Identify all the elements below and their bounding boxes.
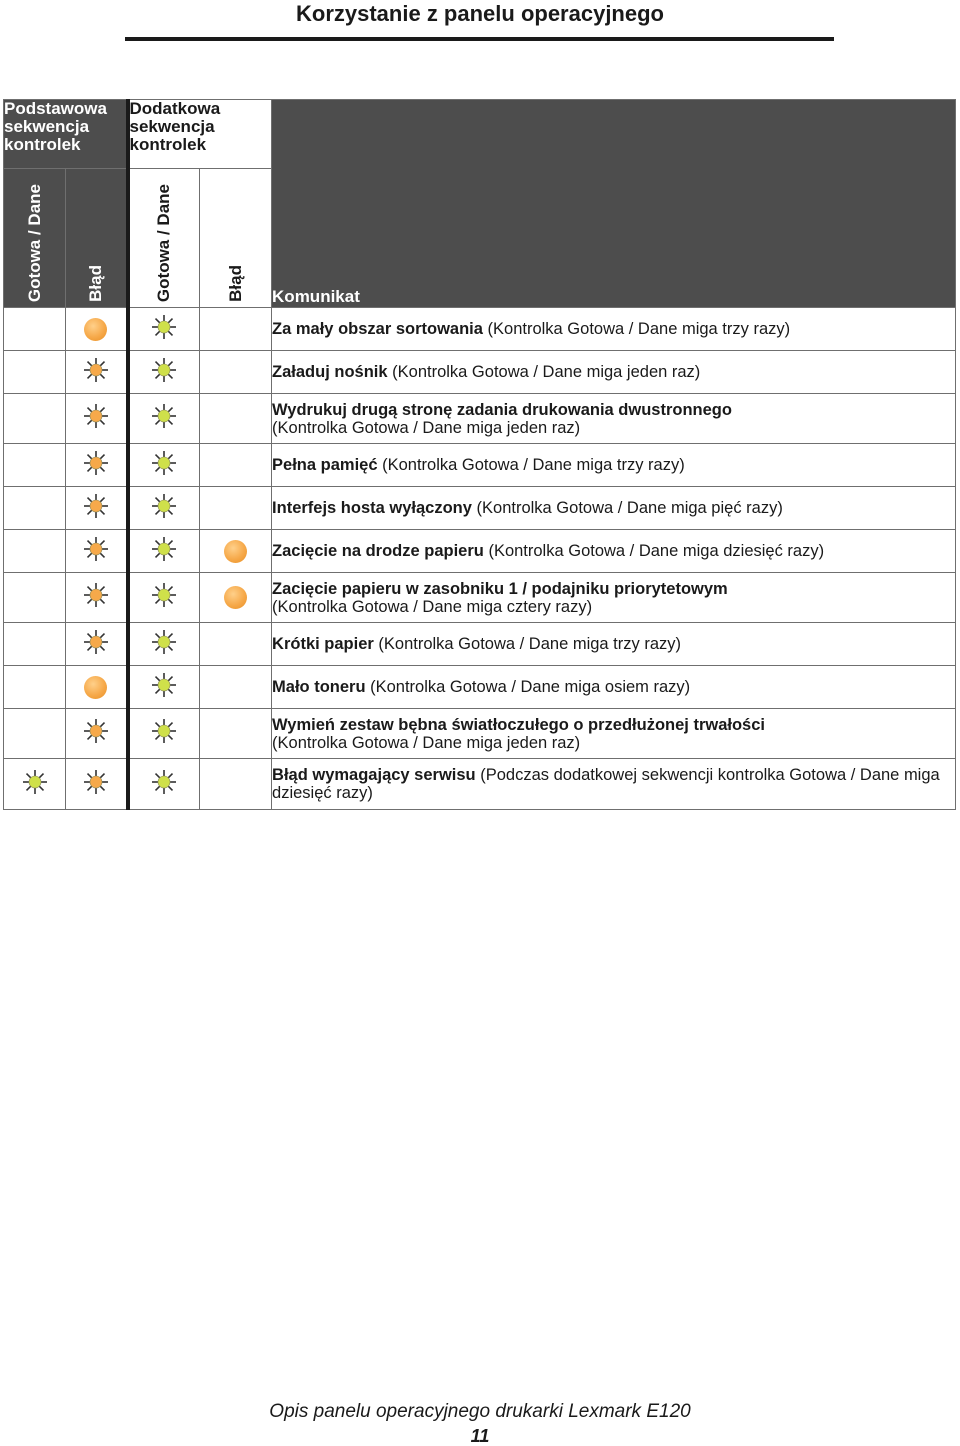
led-cell: [200, 759, 272, 810]
blinking-green-light-icon: [151, 403, 177, 434]
footer-document-title: Opis panelu operacyjnego drukarki Lexmark E120: [269, 1401, 691, 1422]
led-cell: [66, 444, 128, 487]
message-note: (Kontrolka Gotowa / Dane miga osiem razy): [365, 678, 691, 696]
message-title: Błąd wymagający serwisu: [272, 766, 476, 784]
blinking-green-light-icon: [151, 450, 177, 481]
led-cell: [4, 394, 66, 444]
extra-ready-label: Gotowa / Dane: [154, 183, 174, 302]
blinking-orange-light-icon: [83, 357, 109, 388]
title-rule: [125, 37, 834, 41]
message-cell: [272, 308, 956, 351]
message-note: (Kontrolka Gotowa / Dane miga trzy razy): [373, 635, 682, 653]
led-cell: [128, 573, 200, 623]
table-row: [4, 759, 956, 810]
table-row: [4, 573, 956, 623]
led-cell: [128, 394, 200, 444]
message-title: Zacięcie na drodze papieru: [272, 542, 484, 560]
message-note: (Kontrolka Gotowa / Dane miga trzy razy): [482, 320, 791, 338]
blinking-green-light-icon: [151, 314, 177, 345]
blinking-orange-light-icon: [83, 629, 109, 660]
led-cell: [128, 759, 200, 810]
message-title: Zacięcie papieru w zasobniku 1 / podajniku priorytetowym: [272, 579, 728, 598]
blinking-green-light-icon: [151, 493, 177, 524]
blinking-green-light-icon: [151, 718, 177, 749]
table-row: [4, 709, 956, 759]
table-row: [4, 351, 956, 394]
message-cell: [272, 394, 956, 444]
led-cell: [66, 623, 128, 666]
table-row: [4, 444, 956, 487]
message-title: Interfejs hosta wyłączony: [272, 499, 472, 517]
extra-sequence-header: Dodatkowa sekwencja kontrolek: [128, 100, 272, 169]
solid-orange-light-icon: [224, 586, 247, 609]
blinking-orange-light-icon: [83, 450, 109, 481]
message-title: Mało toneru: [272, 678, 366, 696]
led-sequence-table: [3, 99, 956, 810]
led-cell: [128, 444, 200, 487]
table-row: [4, 666, 956, 709]
extra-error-label: Błąd: [225, 265, 245, 302]
led-cell: [200, 394, 272, 444]
page-title: Korzystanie z panelu operacyjnego: [296, 1, 664, 26]
led-cell: [4, 666, 66, 709]
led-cell: [66, 308, 128, 351]
blinking-orange-light-icon: [83, 582, 109, 613]
blinking-green-light-icon: [151, 629, 177, 660]
message-note: (Kontrolka Gotowa / Dane miga pięć razy): [471, 499, 783, 517]
table-row: [4, 530, 956, 573]
led-cell: [4, 623, 66, 666]
message-column-header: [272, 100, 956, 308]
blinking-green-light-icon: [151, 582, 177, 613]
led-cell: [200, 444, 272, 487]
led-cell: [200, 308, 272, 351]
led-cell: [4, 351, 66, 394]
led-cell: [128, 530, 200, 573]
message-title: Wydrukuj drugą stronę zadania drukowania dwustronnego: [272, 400, 732, 419]
led-cell: [66, 351, 128, 394]
solid-orange-light-icon: [84, 318, 107, 341]
solid-orange-light-icon: [224, 540, 247, 563]
message-note: (Kontrolka Gotowa / Dane miga dziesięć razy): [483, 542, 825, 560]
blinking-orange-light-icon: [83, 536, 109, 567]
message-cell: [272, 573, 956, 623]
led-cell: [200, 530, 272, 573]
led-cell: [4, 487, 66, 530]
led-cell: [66, 709, 128, 759]
blinking-orange-light-icon: [83, 403, 109, 434]
message-cell: [272, 623, 956, 666]
led-cell: [128, 487, 200, 530]
message-note: (Kontrolka Gotowa / Dane miga cztery razy): [272, 597, 593, 616]
blinking-green-light-icon: [151, 672, 177, 703]
message-cell: [272, 444, 956, 487]
message-cell: [272, 487, 956, 530]
message-note: (Kontrolka Gotowa / Dane miga trzy razy): [377, 456, 685, 474]
message-cell: [272, 351, 956, 394]
led-cell: [200, 573, 272, 623]
led-cell: [128, 308, 200, 351]
extra-ready-data-header: [128, 169, 200, 308]
led-cell: [66, 666, 128, 709]
page-number: 11: [470, 1426, 490, 1446]
led-cell: [200, 487, 272, 530]
led-cell: [66, 759, 128, 810]
table-row: [4, 394, 956, 444]
led-cell: [4, 530, 66, 573]
basic-ready-label: Gotowa / Dane: [24, 183, 44, 302]
message-note: (Podczas dodatkowej sekwencji kontrolka Gotowa / Dane miga dziesięć razy): [272, 766, 940, 802]
message-title: Załaduj nośnik: [272, 363, 388, 381]
blinking-orange-light-icon: [83, 493, 109, 524]
message-title: Wymień zestaw bębna światłoczułego o przedłużonej trwałości: [272, 715, 765, 734]
led-cell: [4, 709, 66, 759]
table-row: [4, 487, 956, 530]
table-row: [4, 623, 956, 666]
blinking-orange-light-icon: [83, 718, 109, 749]
led-cell: [66, 394, 128, 444]
solid-orange-light-icon: [84, 676, 107, 699]
led-cell: [66, 487, 128, 530]
led-cell: [128, 351, 200, 394]
message-title: Krótki papier: [272, 635, 374, 653]
message-cell: [272, 666, 956, 709]
message-cell: [272, 759, 956, 810]
led-cell: [4, 444, 66, 487]
message-title: Pełna pamięć: [272, 456, 378, 474]
led-cell: [128, 709, 200, 759]
message-note: (Kontrolka Gotowa / Dane miga jeden raz): [272, 733, 581, 752]
led-cell: [200, 709, 272, 759]
message-header-label: Komunikat: [272, 287, 360, 306]
basic-ready-data-header: [4, 169, 66, 308]
led-cell: [200, 666, 272, 709]
led-cell: [128, 666, 200, 709]
basic-sequence-header: Podstawowa sekwencja kontrolek: [4, 100, 128, 169]
blinking-green-light-icon: [151, 357, 177, 388]
message-title: Za mały obszar sortowania: [272, 320, 483, 338]
message-cell: [272, 709, 956, 759]
led-cell: [4, 308, 66, 351]
message-note: (Kontrolka Gotowa / Dane miga jeden raz): [387, 363, 701, 381]
basic-error-label: Błąd: [85, 265, 105, 302]
blinking-green-light-icon: [151, 536, 177, 567]
led-cell: [200, 623, 272, 666]
message-cell: [272, 530, 956, 573]
led-cell: [66, 573, 128, 623]
blinking-green-light-icon: [151, 769, 177, 800]
led-cell: [128, 623, 200, 666]
message-note: (Kontrolka Gotowa / Dane miga jeden raz): [272, 418, 581, 437]
led-cell: [4, 759, 66, 810]
extra-error-header: [200, 169, 272, 308]
basic-error-header: [66, 169, 128, 308]
led-cell: [66, 530, 128, 573]
led-cell: [4, 573, 66, 623]
led-cell: [200, 351, 272, 394]
table-row: [4, 308, 956, 351]
blinking-orange-light-icon: [83, 769, 109, 800]
blinking-green-light-icon: [22, 769, 48, 800]
